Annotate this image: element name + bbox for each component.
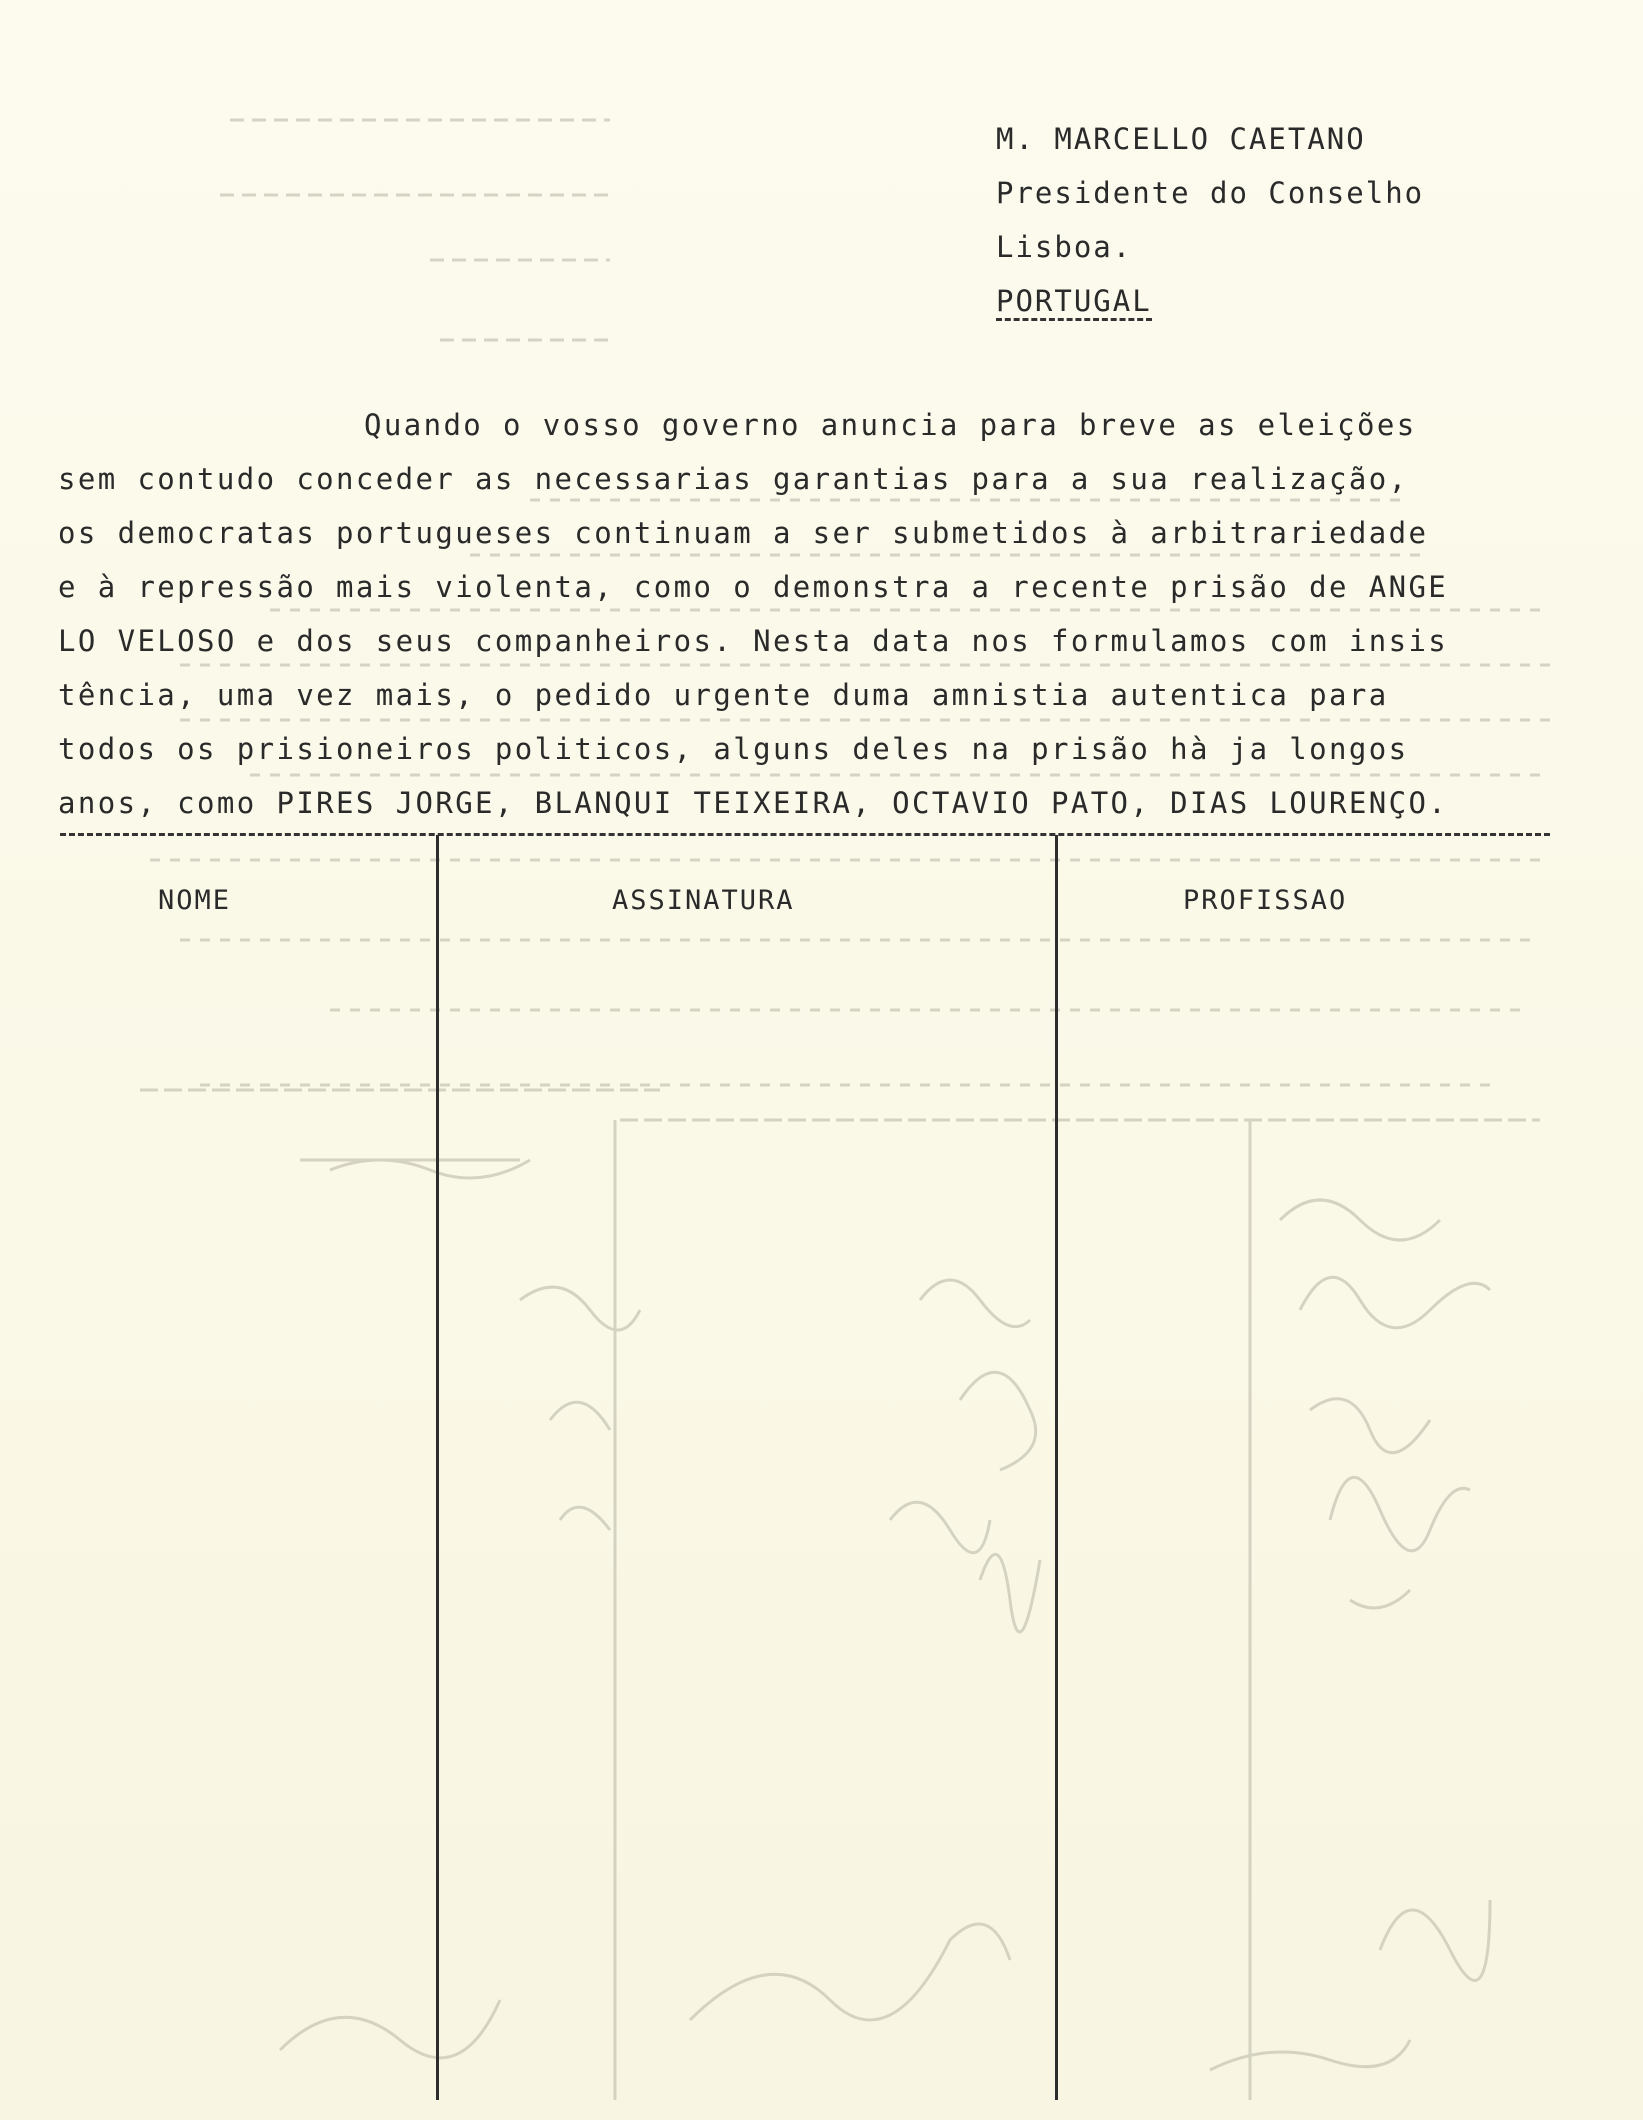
table-top-rule (60, 833, 1550, 836)
letter-line: LO VELOSO e dos seus companheiros. Nesta data nos formulamos com insis (58, 624, 1449, 658)
letter-line: sem contudo conceder as necessarias garantias para a sua realização, (58, 462, 1409, 496)
addressee-title: Presidente do Conselho (996, 176, 1425, 210)
addressee-country: PORTUGAL (996, 284, 1152, 321)
column-header-signature: ASSINATURA (612, 885, 795, 916)
column-header-profession: PROFISSAO (1183, 885, 1348, 916)
letter-line: Quando o vosso governo anuncia para breve as eleições (364, 408, 1417, 442)
column-header-name: NOME (158, 885, 232, 916)
letter-line: tência, uma vez mais, o pedido urgente duma amnistia autentica para (58, 678, 1389, 712)
addressee-name: M. MARCELLO CAETANO (996, 122, 1366, 156)
letter-line: anos, como PIRES JORGE, BLANQUI TEIXEIRA, OCTAVIO PATO, DIAS LOURENÇO. (58, 786, 1449, 820)
column-divider-left (436, 835, 439, 2100)
letter-line: os democratas portugueses continuam a ser submetidos à arbitrariedade (58, 516, 1429, 550)
column-divider-right (1055, 835, 1058, 2100)
letter-line: e à repressão mais violenta, como o demonstra a recente prisão de ANGE (58, 570, 1449, 604)
letter-body (58, 398, 1558, 830)
addressee-block (996, 112, 1596, 328)
letter-line: todos os prisioneiros politicos, alguns deles na prisão hà ja longos (58, 732, 1409, 766)
addressee-city: Lisboa. (996, 230, 1133, 264)
